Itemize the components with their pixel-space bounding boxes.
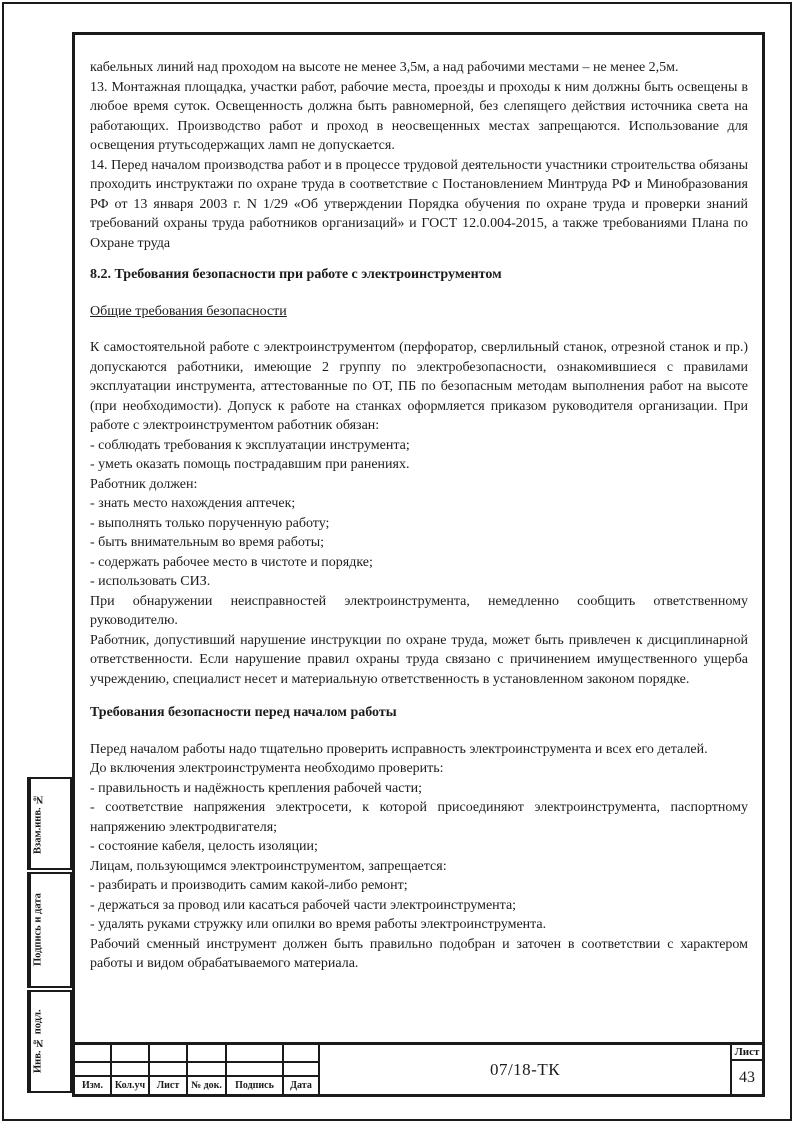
document-number-cell xyxy=(320,1045,730,1094)
revision-cell xyxy=(75,1045,112,1063)
paragraph: Лицам, пользующимся электроинструментом, запрещается: xyxy=(90,858,447,874)
list-line: - правильность и надёжность крепления рабочей части; xyxy=(90,780,422,796)
side-stamp-label: Подпись и дата xyxy=(29,874,45,986)
side-stamp-empty-cell xyxy=(45,874,70,986)
underlined-heading: Общие требования безопасности xyxy=(90,303,287,319)
column-label-koluch: Кол.уч xyxy=(112,1077,150,1094)
paragraph: Перед началом работы надо тщательно проверить исправность электроинструмента и всех его деталей. xyxy=(90,741,708,757)
paragraph: 13. Монтажная площадка, участки работ, рабочие места, проезды и проходы к ним должны быть освещены в любое время суток. Освещенность должна быть равномерной, без слепящего действия источника света на работающих. Производство работ и проход в неосвещенных местах запрещаются. Использование для освещения ртутьсодержащих ламп не допускается. xyxy=(90,79,748,153)
column-label-izm: Изм. xyxy=(75,1077,112,1094)
sheet-number-block xyxy=(730,1045,762,1094)
side-stamp-label: Инв. № подл. xyxy=(29,992,45,1091)
list-line: - состояние кабеля, целость изоляции; xyxy=(90,839,318,854)
paragraph: кабельных линий над проходом на высоте не менее 3,5м, а над рабочими местами – не менее 2,5м. xyxy=(90,60,679,75)
list-line: - выполнять только порученную работу; xyxy=(90,515,330,531)
revision-cell xyxy=(150,1045,188,1063)
paragraph: До включения электроинструмента необходимо проверить: xyxy=(90,761,444,776)
revision-table xyxy=(75,1045,320,1094)
column-label-podpis: Подпись xyxy=(227,1077,284,1094)
side-stamp-label: Взам.инв. № xyxy=(29,779,45,868)
revision-cell xyxy=(75,1063,112,1077)
revision-cell xyxy=(188,1045,227,1063)
revision-cell xyxy=(227,1063,284,1077)
side-stamp-empty-cell xyxy=(45,992,70,1091)
side-stamp-empty-cell xyxy=(45,779,70,868)
column-label-ndok: № док. xyxy=(188,1077,227,1094)
side-stamp xyxy=(27,777,72,1095)
revision-cell xyxy=(112,1045,150,1063)
drawing-frame xyxy=(72,32,765,1097)
revision-cell xyxy=(112,1063,150,1077)
list-line: - держаться за провод или касаться рабочей части электроинструмента; xyxy=(90,897,517,913)
side-stamp-box xyxy=(27,872,72,988)
side-stamp-box xyxy=(27,990,72,1093)
column-label-data: Дата xyxy=(290,1080,312,1091)
paragraph: К самостоятельной работе с электроинструментом (перфоратор, сверлильный станок, отрезной станок и пр.) допускаются работники, имеющие 2 группу по электробезопасности, ознакомившиеся с правилами эксплуатации инструмента, аттестованные по ОТ, ПБ по безопасным методам выполнения работ на высоте (при необходимости). Допуск к работе на станках оформляется приказом руководителя организации. При работе с электроинструментом работник обязан: xyxy=(90,340,748,433)
sheet-number: 43 xyxy=(739,1068,755,1086)
paragraph: Рабочий сменный инструмент должен быть правильно подобран и заточен в соответствии с характером работы и видом обрабатываемого материала. xyxy=(90,936,748,971)
list-line: - использовать СИЗ. xyxy=(90,574,211,589)
side-stamp-box xyxy=(27,777,72,870)
column-label-list: Лист xyxy=(150,1077,188,1094)
revision-cell xyxy=(150,1063,188,1077)
revision-cell xyxy=(284,1045,318,1063)
list-line: - содержать рабочее место в чистоте и порядке; xyxy=(90,554,373,570)
document-number: 07/18-ТК xyxy=(489,1059,561,1079)
section-heading: 8.2. Требования безопасности при работе с электроинструментом xyxy=(90,267,502,282)
revision-cell xyxy=(284,1063,318,1077)
document-body xyxy=(90,58,748,974)
paragraph: Работник должен: xyxy=(90,476,198,492)
revision-cell xyxy=(227,1045,284,1063)
section-heading: Требования безопасности перед началом работы xyxy=(90,705,397,720)
list-line: - удалять руками стружку или опилки во время работы электроинструмента. xyxy=(90,917,547,932)
list-line: - быть внимательным во время работы; xyxy=(90,535,325,550)
paragraph: 14. Перед началом производства работ и в процессе трудовой деятельности участники строительства обязаны проходить инструктажи по охране труда в соответствие с Постановлением Минтруда РФ и Минобразования РФ от 13 января 2003 г. N 1/29 «Об утверждении Порядка обучения по охране труда и проверки знаний требований охраны труда работников организаций» и ГОСТ 12.0.004-2015, а также требованиями Плана по Охране труда xyxy=(90,157,748,251)
list-line: - соответствие напряжения электросети, к которой присоединяют электроинструмента, паспортному напряжению электродвигателя; xyxy=(90,800,748,835)
title-block xyxy=(75,1042,762,1094)
paragraph: При обнаружении неисправностей электроинструмента, немедленно сообщить ответственному руководителю. xyxy=(90,593,748,628)
revision-cell xyxy=(188,1063,227,1077)
list-line: - разбирать и производить самим какой-либо ремонт; xyxy=(90,878,408,893)
list-line: - знать место нахождения аптечек; xyxy=(90,496,296,511)
list-line: - соблюдать требования к эксплуатации инструмента; xyxy=(90,437,410,453)
sheet-label: Лист xyxy=(732,1045,762,1061)
list-line: - уметь оказать помощь пострадавшим при ранениях. xyxy=(90,457,410,472)
paragraph: Работник, допустивший нарушение инструкции по охране труда, может быть привлечен к дисциплинарной ответственности. Если нарушение правил охраны труда связано с причинением имущественного ущерба учреждению, специалист несет и материальную ответственность в установленном законом порядке. xyxy=(90,632,748,687)
